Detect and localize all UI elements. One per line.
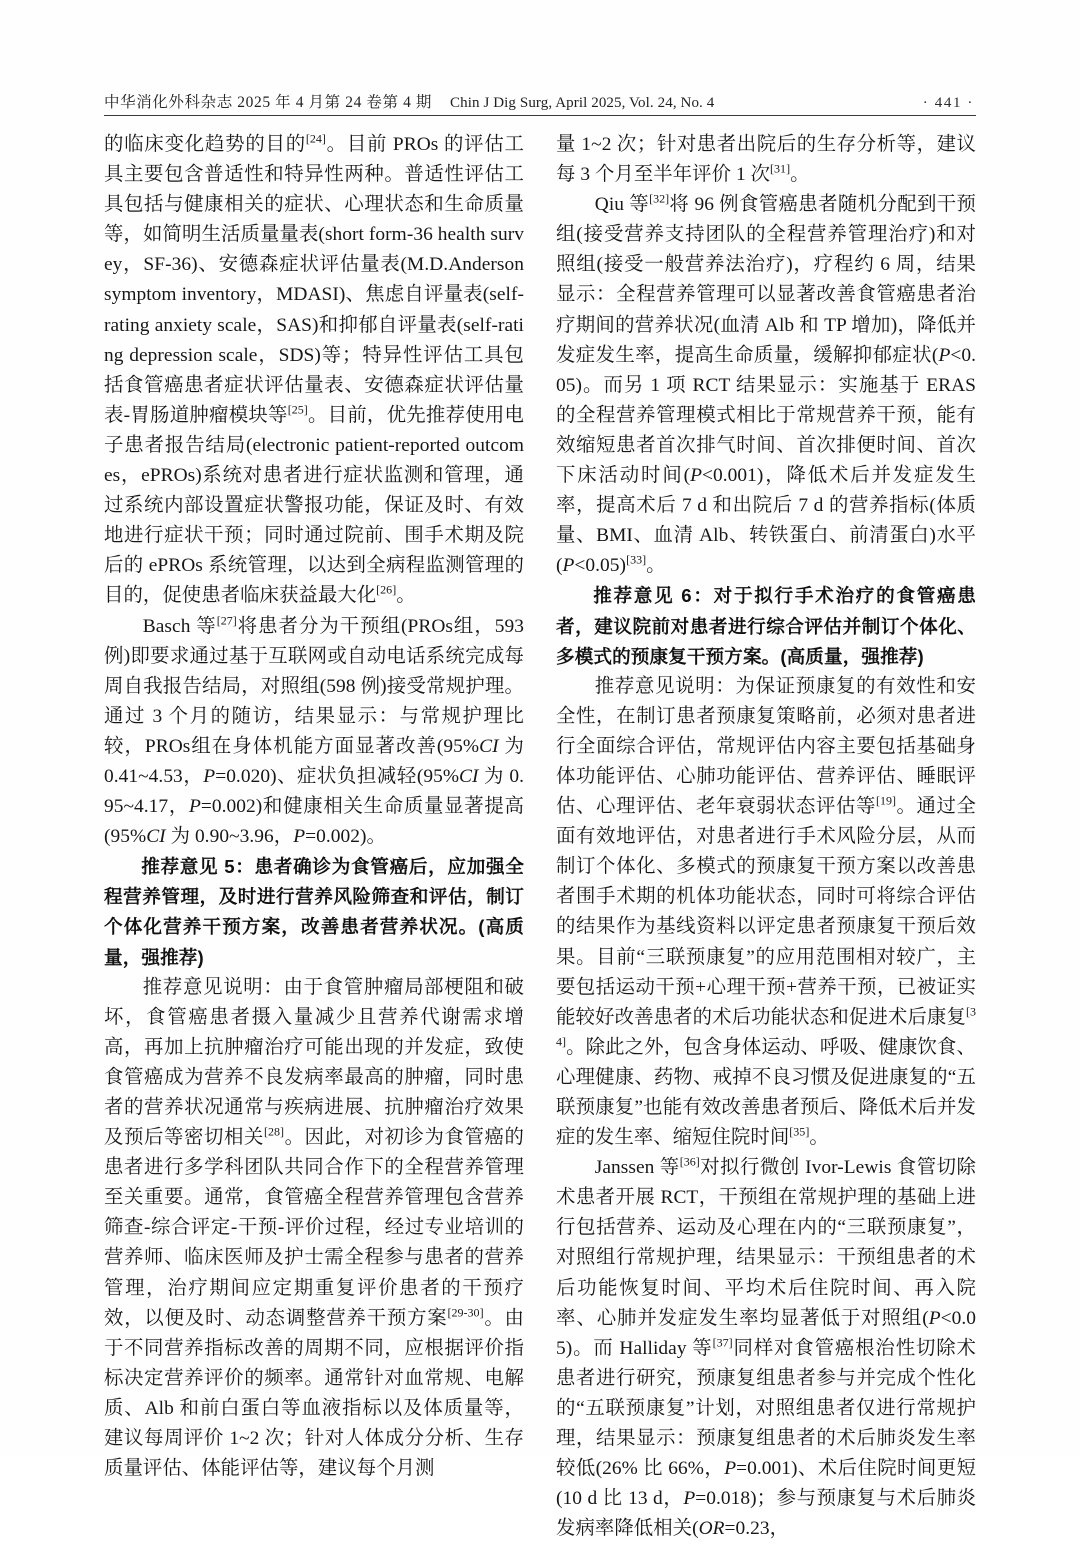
page-number: · 441 ·: [922, 95, 974, 111]
right-column: [556, 130, 977, 1540]
running-head-journal-info: [104, 90, 714, 112]
paragraph-right-4: Janssen 等[36]对拟行微创 Ivor-Lewis 食管切除术患者开展 RCT，干预组在常规护理的基础上进行包括营养、运动及心理在内的“三联预康复”，对照组行常规护理，结果显示：干预组患者的术后功能恢复时间、平均术后住院时间、再入院率、心肺并发症发生率均显著低于对照组(P<0.05)。而 Halliday 等[37]同样对食管癌根治性切除术患者进行研究，预康复组患者参与并完成个性化的“五联预康复”计划，对照组患者仅进行常规护理，结果显示：预康复组患者的术后肺炎发生率较低(26% 比 66%，P=0.001)、术后住院时间更短(10 d 比 13 d，P=0.018)；参与预康复与术后肺炎发病率降低相关(OR=0.23，: [556, 1154, 977, 1540]
journal-title-cn: 中华消化外科杂志 2025 年 4 月第 24 卷第 4 期: [104, 94, 433, 111]
left-column: [104, 130, 524, 1480]
paragraph-right-1: 量 1~2 次；针对患者出院后的生存分析等，建议每 3 个月至半年评价 1 次[31]。: [556, 134, 976, 186]
paragraph-left-3: 推荐意见说明：由于食管肿瘤局部梗阻和破坏，食管癌患者摄入量减少且营养代谢需求增高，再加上抗肿瘤治疗可能出现的并发症，致使食管癌成为营养不良发病率最高的肿瘤，同时患者的营养状况通常与疾病进展、抗肿瘤治疗效果及预后等密切相关[28]。因此，对初诊为食管癌的患者进行多学科团队共同合作下的全程营养管理至关重要。通常，食管癌全程营养管理包含营养筛查-综合评定-干预-评价过程，经过专业培训的营养师、临床医师及护士需全程参与患者的营养管理，治疗期间应定期重复评价患者的干预疗效，以便及时、动态调整营养干预方案[29-30]。由于不同营养指标改善的周期不同，应根据评价指标决定营养评价的频率。通常针对血常规、电解质、Alb 和前白蛋白等血液指标以及体质量等，建议每周评价 1~2 次；针对人体成分分析、生存质量评估、体能评估等，建议每个月测: [104, 976, 524, 1480]
recommendation-5: 推荐意见 5：患者确诊为食管癌后，应加强全程营养管理，及时进行营养风险筛查和评估，制订个体化营养干预方案，改善患者营养状况。(高质量，强推荐): [104, 856, 524, 968]
running-head: [104, 86, 976, 116]
article-body: [104, 130, 977, 1540]
paragraph-right-3: 推荐意见说明：为保证预康复的有效性和安全性，在制订患者预康复策略前，必须对患者进行全面综合评估，常规评估内容主要包括基础身体功能评估、心肺功能评估、营养评估、睡眠评估、心理评估、老年衰弱状态评估等[19]。通过全面有效地评估，对患者进行手术风险分层，从而制订个体化、多模式的预康复干预方案以改善患者围手术期的机体功能状态，同时可将综合评估的结果作为基线资料以评定患者预康复干预后效果。目前“三联预康复”的应用范围相对较广，主要包括运动干预+心理干预+营养干预，已被证实能较好改善患者的术后功能状态和促进术后康复[34]。除此之外，包含身体运动、呼吸、健康饮食、心理健康、药物、戒掉不良习惯及促进康复的“五联预康复”也能有效改善患者预后、降低术后并发症的发生率、缩短住院时间[35]。: [556, 675, 976, 1149]
paragraph-right-2: Qiu 等[32]将 96 例食管癌患者随机分配到干预组(接受营养支持团队的全程营养管理治疗)和对照组(接受一般营养法治疗)，疗程约 6 周，结果显示：全程营养管理可以显著改善食管癌患者治疗期间的营养状况(血清 Alb 和 TP 增加)，降低并发症发生率，提高生命质量，缓解抑郁症状(P<0.05)。而另 1 项 RCT 结果显示：实施基于 ERAS 的全程营养管理模式相比于常规营养干预，能有效缩短患者首次排气时间、首次排便时间、首次下床活动时间(P<0.001)，降低术后并发症发生率，提高术后 7 d 和出院后 7 d 的营养指标(体质量、BMI、血清 Alb、转铁蛋白、前清蛋白)水平(P<0.05)[33]。: [556, 191, 976, 577]
paragraph-left-1: 的临床变化趋势的目的[24]。目前 PROs 的评估工具主要包含普适性和特异性两种。普适性评估工具包括与健康相关的症状、心理状态和生命质量等，如简明生活质量量表(short form-36 health survey，SF-36)、安德森症状评估量表(M.D.Anderson symptom inventory，MDASI)、焦虑自评量表(self-rating anxiety scale，SAS)和抑郁自评量表(self-rating depression scale，SDS)等；特异性评估工具包括食管癌患者症状评估量表、安德森症状评估量表-胃肠道肿瘤模块等[25]。目前，优先推荐使用电子患者报告结局(electronic patient-reported outcomes，ePROs)系统对患者进行症状监测和管理，通过系统内部设置症状警报功能，保证及时、有效地进行症状干预；同时通过院前、围手术期及院后的 ePROs 系统管理，以达到全病程监测管理的目的，促使患者临床获益最大化[26]。: [104, 131, 524, 607]
recommendation-6: 推荐意见 6：对于拟行手术治疗的食管癌患者，建议院前对患者进行综合评估并制订个体化、多模式的预康复干预方案。(高质量，强推荐): [556, 585, 976, 667]
paragraph-left-2: Basch 等[27]将患者分为干预组(PROs组，593 例)即要求通过基于互联网或自动电话系统完成每周自我报告结局，对照组(598 例)接受常规护理。通过 3 个月的随访，结果显示：与常规护理比较，PROs组在身体机能方面显著改善(95%CI 为 0.41~4.53，P=0.020)、症状负担减轻(95%CI 为 0.95~4.17，P=0.002)和健康相关生命质量显著提高(95%CI 为 0.90~3.96，P=0.002)。: [104, 613, 524, 848]
journal-title-en: Chin J Dig Surg, April 2025, Vol. 24, No. 4: [450, 95, 715, 111]
